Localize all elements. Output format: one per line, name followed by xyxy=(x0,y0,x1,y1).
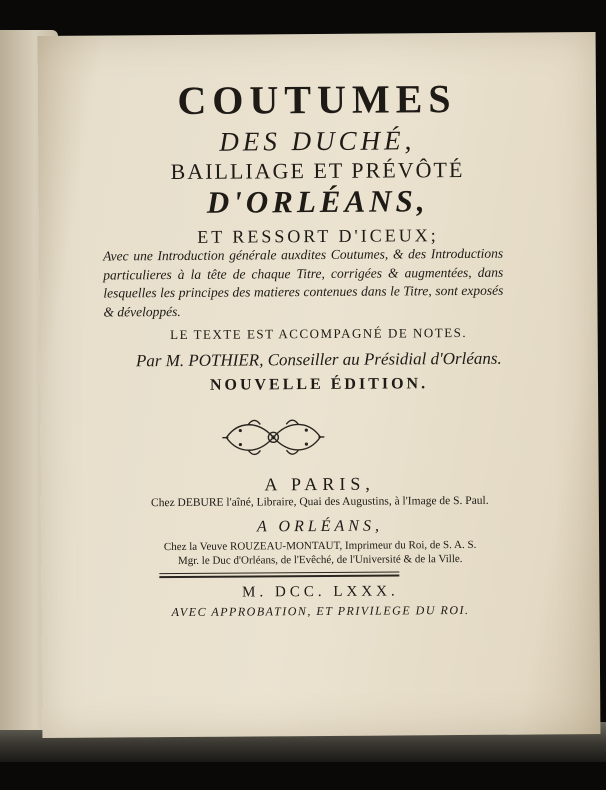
divider-rule xyxy=(159,574,399,578)
description-paragraph: Avec une Introduction générale auxdites Coutumes, & des Introductions particulieres à la tête de chaque Titre, corrigées & augmentées, dans lesquelles les principes des matieres contenues dans le Titre, sont exposés & développés. xyxy=(103,245,504,320)
title-line-3: BAILLIAGE ET PRÉVÔTÉ xyxy=(170,156,465,185)
author-line: Par M. POTHIER, Conseiller au Présidial d'Orléans. xyxy=(135,348,502,371)
publisher-orleans-1: Chez la Veuve ROUZEAU-MONTAUT, Imprimeur du Roi, de S. A. S. xyxy=(163,538,477,554)
title-line-4: D'ORLÉANS, xyxy=(206,183,429,220)
edition-line: NOUVELLE ÉDITION. xyxy=(209,375,429,394)
privilege-line: AVEC APPROBATION, ET PRIVILEGE DU ROI. xyxy=(171,602,470,620)
city-orleans: A ORLÉANS, xyxy=(256,517,384,536)
title-page xyxy=(38,32,601,738)
title-line-5: ET RESSORT D'ICEUX; xyxy=(197,225,439,247)
fleuron-ornament-icon xyxy=(218,410,328,465)
publisher-orleans-2: Mgr. le Duc d'Orléans, de l'Evêché, de l'Université & de la Ville. xyxy=(177,553,463,567)
title: COUTUMES xyxy=(177,76,457,123)
notes-line: LE TEXTE EST ACCOMPAGNÉ DE NOTES. xyxy=(170,324,468,343)
city-paris: A PARIS, xyxy=(264,473,375,495)
title-line-2: DES DUCHÉ, xyxy=(219,125,416,157)
date-line: M. DCC. LXXX. xyxy=(242,583,399,601)
publisher-paris: Chez DEBURE l'aîné, Libraire, Quai des Augustins, à l'Image de S. Paul. xyxy=(150,494,489,510)
